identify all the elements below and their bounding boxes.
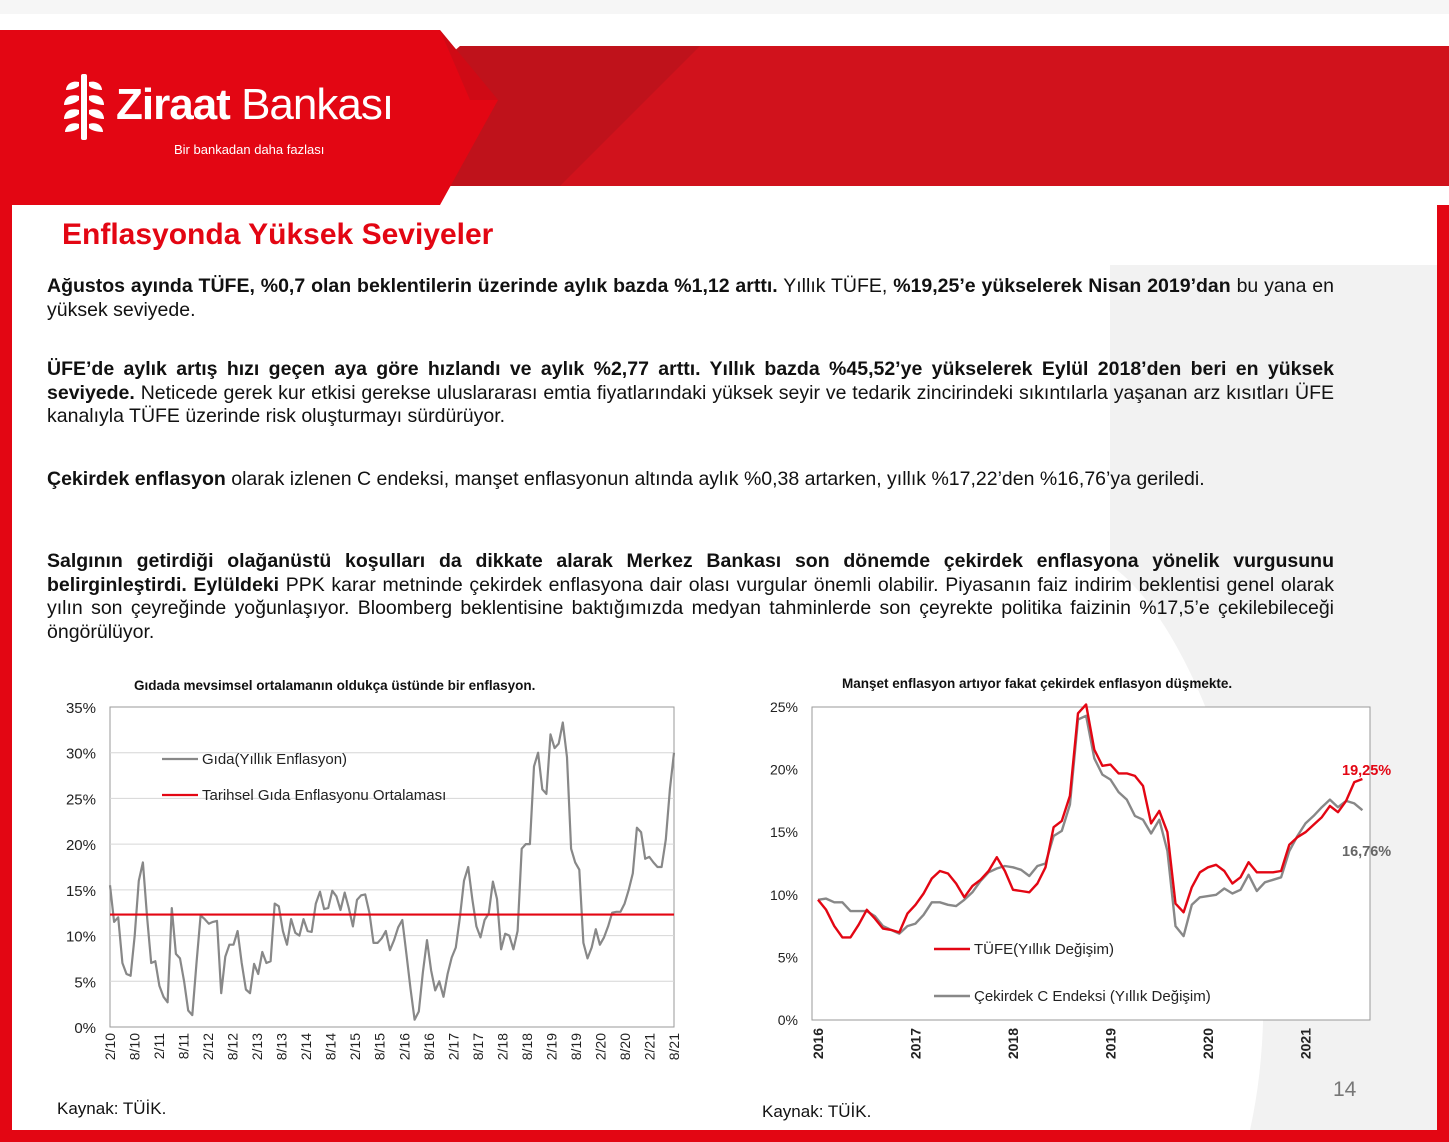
y-tick-label: 20%	[769, 761, 798, 778]
x-tick-label: 8/12	[224, 1033, 241, 1061]
legend-label-cpi: TÜFE(Yıllık Değişim)	[974, 941, 1115, 958]
y-tick-label: 0%	[74, 1020, 96, 1037]
x-tick-label: 8/15	[371, 1033, 388, 1061]
x-tick-label: 2021	[1297, 1028, 1314, 1060]
x-tick-label: 2/11	[151, 1033, 168, 1060]
brand-name: Ziraat Bankası	[116, 80, 394, 129]
food-inflation-chart	[40, 695, 690, 1085]
x-tick-label: 2017	[907, 1028, 924, 1060]
x-tick-label: 8/21	[666, 1033, 682, 1061]
cpi-core-chart	[752, 697, 1412, 1077]
x-tick-label: 8/10	[126, 1033, 143, 1061]
x-tick-label: 2020	[1200, 1028, 1216, 1060]
brand-slogan: Bir bankadan daha fazlası	[174, 142, 325, 157]
x-tick-label: 2/10	[102, 1033, 118, 1061]
x-tick-label: 2/12	[200, 1033, 217, 1061]
y-tick-label: 25%	[65, 791, 96, 809]
y-tick-label: 25%	[769, 699, 798, 715]
paragraph-tufe: Ağustos ayında TÜFE, %0,7 olan beklentilerin üzerinde aylık bazda %1,12 arttı. Yıllık TÜFE, %19,25’e yükselerek Nisan 2019’dan bu yana en yüksek seviyede.	[47, 275, 1334, 321]
y-tick-label: 20%	[65, 837, 96, 855]
x-tick-label: 8/18	[518, 1033, 535, 1061]
x-tick-label: 2/19	[543, 1033, 560, 1061]
paragraph-central-bank: Salgının getirdiği olağanüstü koşulları da dikkate alarak Merkez Bankası son dönemde çekirdek enflasyona yönelik vurgusunu belirginleştirdi. Eylüldeki PPK karar metninde çekirdek enflasyona dair olası vurgular önemli olabilir. Piyasanın faiz indirim beklentisi genel olarak yılın son çeyreğinde yoğunlaşıyor. Bloomberg beklentisine baktığımızda medyan tahminlerde son çeyrekte politika faizinin %17,5’e çekilebileceği öngörülüyor.	[47, 550, 1335, 643]
page-number: 14	[1333, 1078, 1357, 1101]
x-tick-label: 8/16	[420, 1033, 437, 1061]
core-end-label: 16,76%	[1342, 844, 1392, 860]
x-tick-label: 8/17	[469, 1033, 486, 1061]
x-tick-label: 2/16	[396, 1033, 413, 1061]
x-tick-label: 2/14	[298, 1033, 315, 1061]
y-tick-label: 15%	[65, 882, 96, 900]
x-tick-label: 2/21	[641, 1033, 658, 1061]
x-tick-label: 8/20	[616, 1033, 633, 1061]
y-tick-label: 0%	[777, 1012, 798, 1028]
legend-label-average: Tarihsel Gıda Enflasyonu Ortalaması	[202, 787, 447, 804]
x-tick-label: 2/13	[249, 1033, 266, 1061]
x-tick-label: 2/20	[592, 1033, 609, 1061]
y-tick-label: 5%	[777, 949, 798, 966]
paragraph-ufe: ÜFE’de aylık artış hızı geçen aya göre hızlandı ve aylık %2,77 arttı. Yıllık bazda %45,52’ye yükselerek Eylül 2018’den beri en yüksek seviyede. Neticede gerek kur etkisi gerekse uluslararası emtia fiyatlarındaki yüksek seyir ve tedarik zincirindeki sıkıntılarla yaşanan arz kısıtları ÜFE kanalıyla TÜFE üzerinde risk oluşturmayı sürdürüyor.	[47, 358, 1334, 427]
chart1-source: Kaynak: TÜİK.	[57, 1099, 167, 1118]
x-tick-label: 8/14	[322, 1033, 339, 1061]
y-tick-label: 35%	[65, 700, 96, 717]
y-tick-label: 5%	[74, 974, 96, 992]
x-tick-label: 2016	[810, 1028, 826, 1060]
page-title: Enflasyonda Yüksek Seviyeler	[62, 218, 494, 251]
legend-label-food: Gıda(Yıllık Enflasyon)	[202, 751, 348, 768]
y-tick-label: 10%	[65, 928, 96, 946]
paragraph-core-inflation: Çekirdek enflasyon olarak izlenen C endeksi, manşet enflasyonun altında aylık %0,38 artarken, yıllık %17,22’den %16,76’ya geriledi.	[47, 468, 1205, 490]
x-tick-label: 2/15	[347, 1033, 364, 1061]
cpi-end-label: 19,25%	[1342, 763, 1392, 779]
y-tick-label: 10%	[769, 886, 798, 903]
y-tick-label: 15%	[769, 824, 798, 841]
x-tick-label: 2018	[1005, 1028, 1021, 1060]
legend-label-core: Çekirdek C Endeksi (Yıllık Değişim)	[974, 988, 1211, 1005]
cpi-chart-title: Manşet enflasyon artıyor fakat çekirdek enflasyon düşmekte.	[842, 676, 1233, 691]
y-tick-label: 30%	[65, 745, 96, 763]
x-tick-label: 2/18	[494, 1033, 511, 1061]
wheat-icon	[62, 72, 106, 142]
x-tick-label: 8/13	[273, 1033, 290, 1061]
x-tick-label: 2019	[1102, 1028, 1119, 1060]
chart2-source: Kaynak: TÜİK.	[762, 1102, 872, 1121]
x-tick-label: 8/19	[567, 1033, 584, 1061]
x-tick-label: 2/17	[445, 1033, 462, 1061]
food-chart-title: Gıdada mevsimsel ortalamanın oldukça üstünde bir enflasyon.	[134, 678, 536, 693]
x-tick-label: 8/11	[175, 1033, 192, 1060]
